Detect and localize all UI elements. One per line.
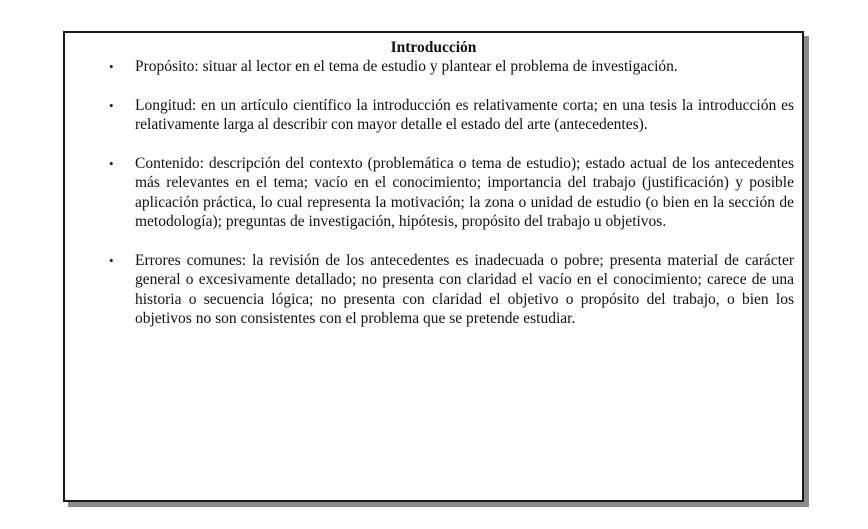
list-item-common-errors bbox=[65, 251, 802, 329]
introduction-box bbox=[63, 31, 804, 502]
list-item-text: Contenido: descripción del contexto (problemática o tema de estudio); estado actual de los antecedentes más relevantes en el tema; vacío en el conocimiento; importancia del trabajo (justificación) y posible aplicación práctica, lo cual representa la motivación; la zona o unidad de estudio (o bien en la sección de metodología); preguntas de investigación, hipótesis, propósito del trabajo u objetivos. bbox=[135, 154, 794, 230]
bullet-icon: • bbox=[109, 252, 114, 268]
bullet-icon: • bbox=[109, 155, 114, 171]
list-item-text: Longitud: en un artículo científico la introducción es relativamente corta; en una tesis la introducción es relativamente larga al describir con mayor detalle el estado del arte (antecedentes). bbox=[135, 96, 794, 133]
bullet-icon: • bbox=[109, 97, 114, 113]
bullet-icon: • bbox=[109, 59, 114, 74]
list-item-content bbox=[65, 154, 802, 232]
box-title: Introducción bbox=[390, 39, 477, 56]
list-item-text: Propósito: situar al lector en el tema de estudio y plantear el problema de investigación. bbox=[135, 58, 678, 75]
list-item-purpose bbox=[65, 57, 802, 77]
list-item-text: Errores comunes: la revisión de los antecedentes es inadecuada o pobre; presenta material de carácter general o excesivamente detallado; no presenta con claridad el vacío en el conocimiento; carece de una historia o secuencia lógica; no presenta con claridad el objetivo o propósito del trabajo, o bien los objetivos no son consistentes con el problema que se pretende estudiar. bbox=[135, 251, 794, 327]
bullet-list bbox=[65, 57, 802, 329]
list-item-length bbox=[65, 96, 802, 135]
